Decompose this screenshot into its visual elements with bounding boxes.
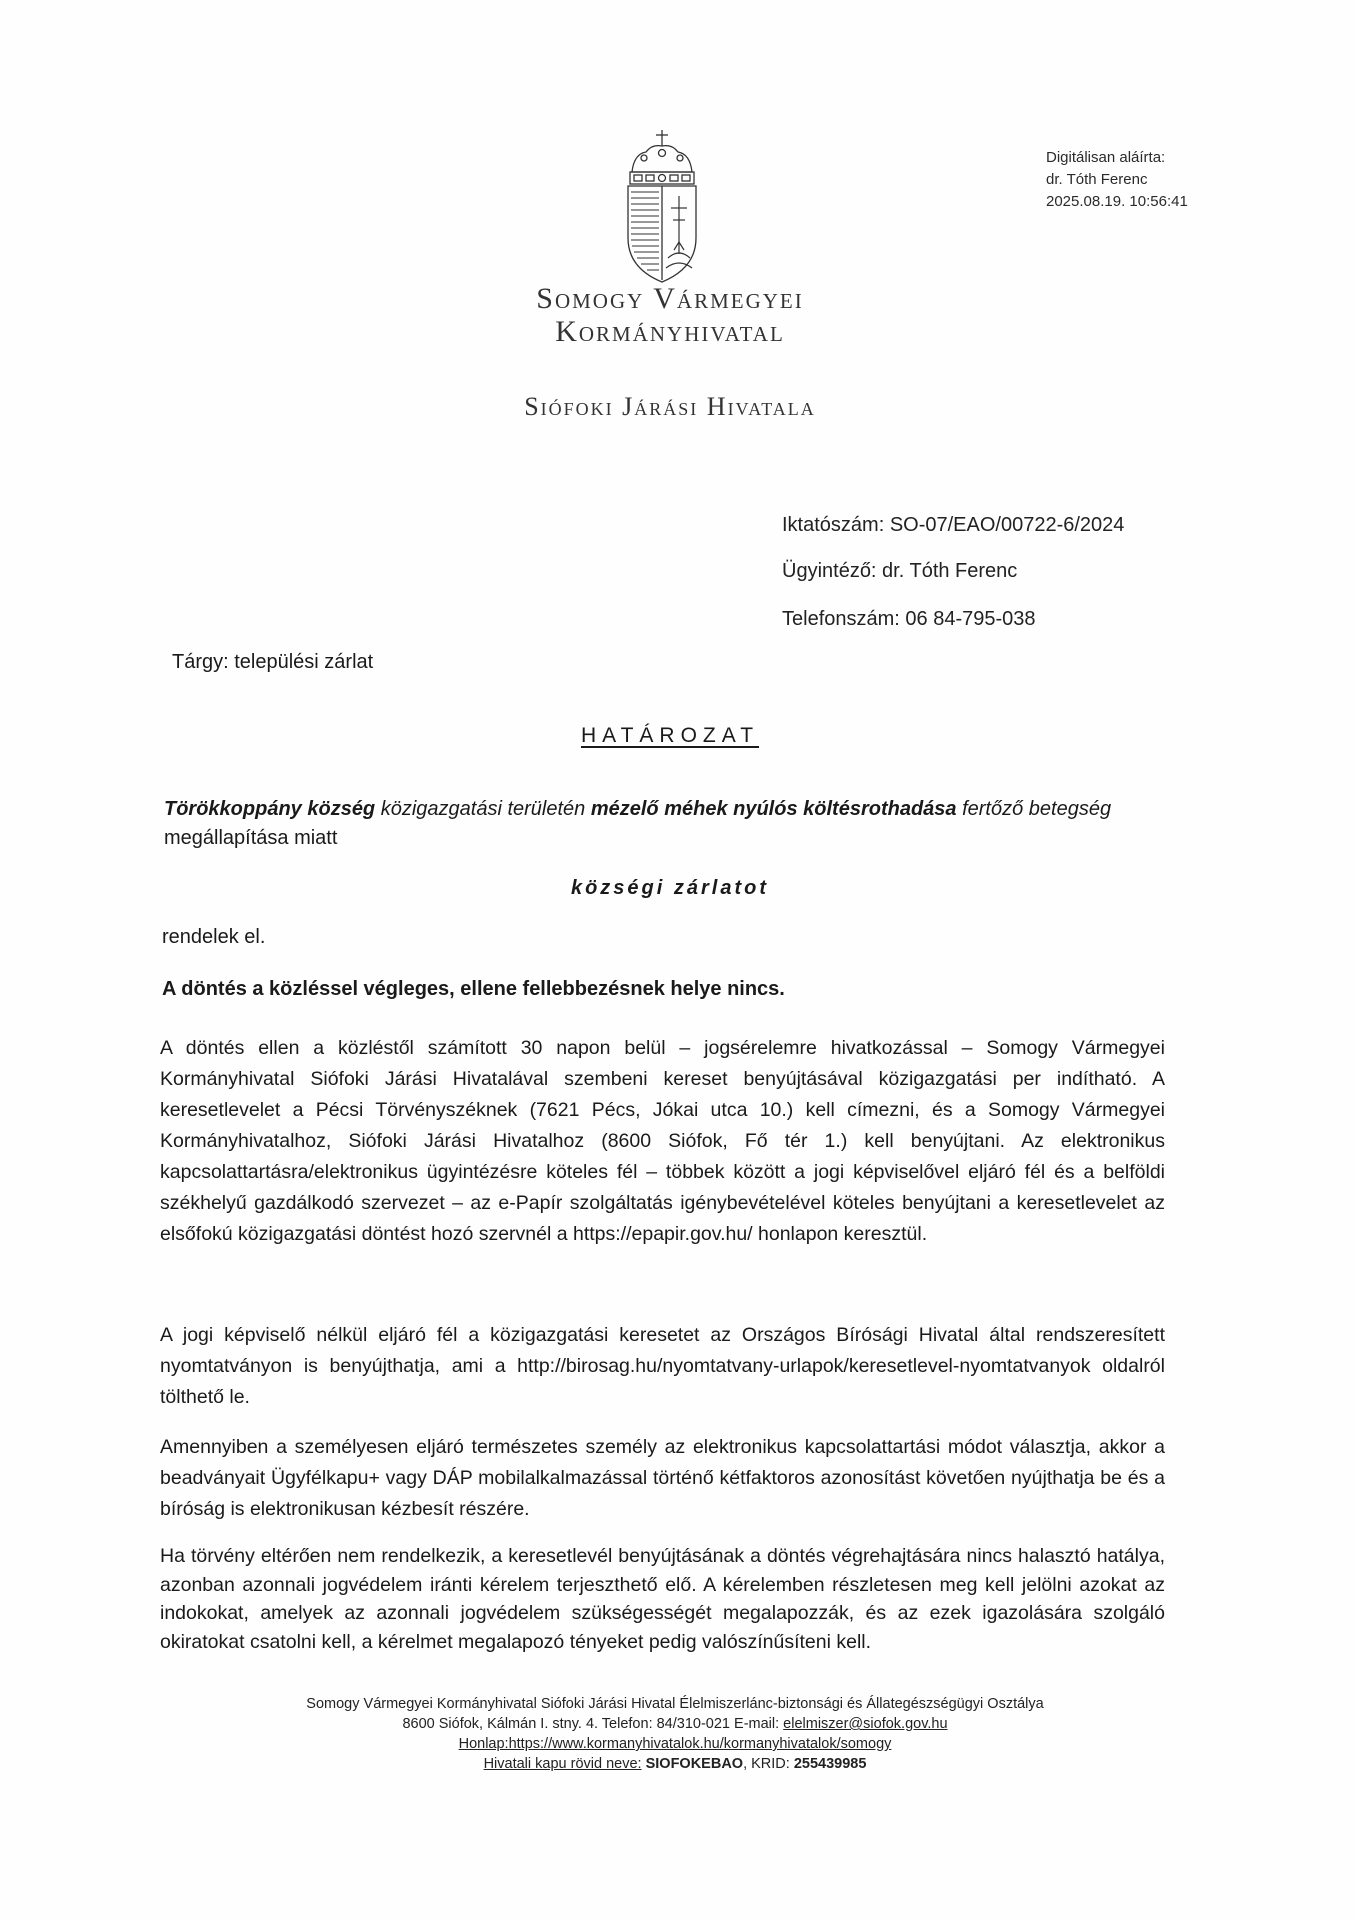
office-name-line-1: Somogy Vármegyei bbox=[536, 282, 804, 315]
footer-website-link[interactable]: Honlap:https://www.kormanyhivatalok.hu/kormanyhivatalok/somogy bbox=[458, 1736, 892, 1752]
intro-paragraph bbox=[164, 795, 1174, 853]
coat-of-arms-icon bbox=[622, 128, 702, 286]
order-text: rendelek el. bbox=[162, 926, 266, 948]
subject-line: Tárgy: települési zárlat bbox=[172, 651, 374, 673]
intro-municipality: Törökkoppány község bbox=[164, 798, 376, 820]
signature-line-3: 2025.08.19. 10:56:41 bbox=[1046, 193, 1188, 210]
footer bbox=[160, 1694, 1190, 1774]
footer-gate-label: Hivatali kapu rövid neve: bbox=[483, 1756, 642, 1772]
signature-line-2: dr. Tóth Ferenc bbox=[1046, 171, 1148, 188]
office-name-line-2: Kormányhivatal bbox=[555, 315, 785, 348]
footer-office-gate bbox=[160, 1754, 1190, 1774]
administrator: Ügyintéző: dr. Tóth Ferenc bbox=[782, 560, 1018, 582]
intro-reason: megállapítása miatt bbox=[164, 827, 338, 849]
digital-signature-stamp bbox=[1046, 147, 1306, 213]
phone-number: Telefonszám: 06 84-795-038 bbox=[782, 608, 1036, 630]
decision-title: HATÁROZAT bbox=[580, 724, 760, 747]
footer-krid-label: , KRID: bbox=[743, 1756, 794, 1772]
paragraph-appeal: A döntés ellen a közléstől számított 30 napon belül – jogsérelemre hivatkozással – Somogy Vármegyei Kormányhivatal Siófoki Járási Hivatalával szembeni kereset benyújtásával közigazgatási per indítható. A keresetlevelet a Pécsi Törvényszéknek (7621 Pécs, Jókai utca 10.) kell címezni, és a Somogy Vármegyei Kormányhivatalhoz, Siófoki Járási Hivatalhoz (8600 Siófok, Fő tér 1.) kell benyújtani. Az elektronikus kapcsolattartásra/elektronikus ügyintézésre köteles fél – többek között a jogi képviselővel eljáró fél és a belföldi székhelyű gazdálkodó szervezet – az e-Papír szolgáltatás igénybevételével köteles benyújtani a keresetlevelet az elsőfokú közigazgatási döntést hozó szervnél a https://epapir.gov.hu/ honlapon keresztül. bbox=[160, 1037, 1165, 1245]
paragraph-electronic: Amennyiben a személyesen eljáró természetes személy az elektronikus kapcsolattartási módot választja, akkor a beadványait Ügyfélkapu+ vagy DÁP mobilalkalmazással történő kétfaktoros azonosítást követően nyújthatja be és a bíróság is elektronikusan kézbesít részére. bbox=[160, 1436, 1165, 1520]
intro-area: közigazgatási területén bbox=[375, 798, 591, 820]
intro-disease: mézelő méhek nyúlós költésrothadása bbox=[590, 798, 957, 820]
sub-office-name: Siófoki Járási Hivatala bbox=[524, 392, 816, 421]
footer-gate-name: SIOFOKEBAO bbox=[645, 1756, 744, 1772]
final-statement: A döntés a közléssel végleges, ellene fellebbezésnek helye nincs. bbox=[162, 978, 785, 1000]
closure-type: községi zárlatot bbox=[570, 877, 770, 899]
signature-line-1: Digitálisan aláírta: bbox=[1046, 149, 1166, 166]
footer-department: Somogy Vármegyei Kormányhivatal Siófoki Járási Hivatal Élelmiszerlánc-biztonsági és Állategészségügyi Osztálya bbox=[306, 1696, 1044, 1712]
footer-address-text: 8600 Siófok, Kálmán I. stny. 4. Telefon: 84/310-021 E-mail: bbox=[402, 1716, 784, 1732]
footer-address bbox=[160, 1714, 1190, 1734]
footer-email-link[interactable]: elelmiszer@siofok.gov.hu bbox=[783, 1716, 948, 1732]
case-number: Iktatószám: SO-07/EAO/00722-6/2024 bbox=[782, 514, 1125, 536]
footer-krid: 255439985 bbox=[793, 1756, 867, 1772]
paragraph-suspension: Ha törvény eltérően nem rendelkezik, a keresetlevél benyújtásának a döntés végrehajtására nincs halasztó hatálya, azonban azonnali jogvédelem iránti kérelem terjeszthető elő. A kérelemben részletesen meg kell jelölni azokat az indokokat, amelyek az azonnali jogvédelem szükségességét megalapozzák, és az ezek igazolására szolgáló okiratokat csatolni kell, a kérelmet megalapozó tényeket pedig valószínűsíteni kell. bbox=[160, 1545, 1165, 1653]
intro-infectious: fertőző betegség bbox=[956, 798, 1112, 820]
paragraph-form: A jogi képviselő nélkül eljáró fél a közigazgatási keresetet az Országos Bírósági Hivatal által rendszeresített nyomtatványon is benyújthatja, ami a http://birosag.hu/nyomtatvany-urlapok/keresetlevel-nyomtatvanyok oldalról tölthető le. bbox=[160, 1324, 1165, 1408]
